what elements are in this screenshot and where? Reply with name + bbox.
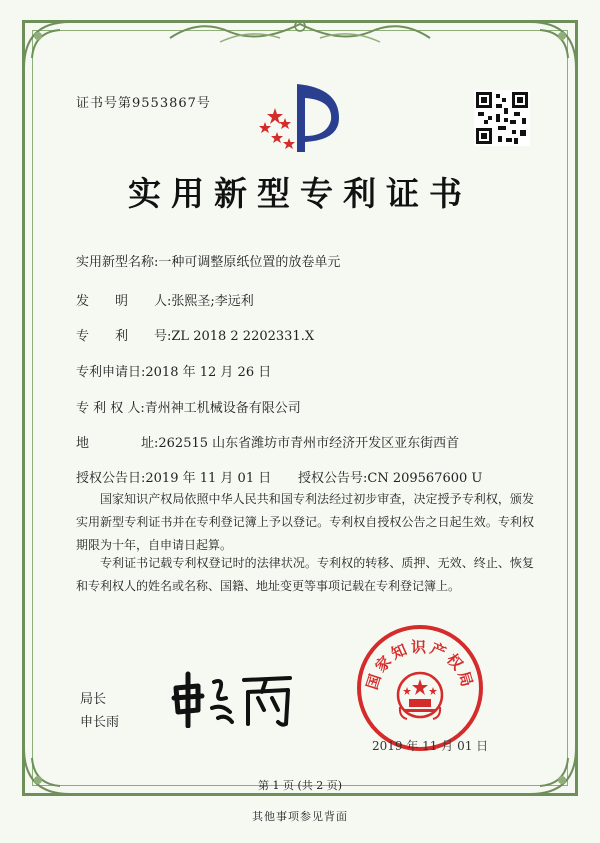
cnipa-logo-icon bbox=[255, 78, 345, 158]
utility-model-name-row bbox=[76, 251, 340, 270]
back-note: 其他事项参见背面 bbox=[252, 810, 348, 823]
patent-number-row bbox=[76, 325, 314, 344]
top-ornament bbox=[160, 14, 440, 48]
inventors-label: 发 明 人: bbox=[76, 294, 172, 309]
certificate-number: 证书号第9553867号 bbox=[76, 96, 211, 111]
handwritten-signature bbox=[168, 668, 298, 728]
grant-number-label: 授权公告号: bbox=[298, 471, 368, 486]
address-label: 地 址: bbox=[76, 436, 159, 451]
inventors-value: 张熙圣;李远利 bbox=[171, 294, 254, 309]
official-seal-icon bbox=[355, 623, 485, 753]
patent-number-label: 专 利 号: bbox=[76, 329, 172, 344]
grant-date-value: 2019 年 11 月 01 日 bbox=[145, 471, 272, 486]
corner-ornament-tl bbox=[20, 18, 80, 78]
grant-number-value: CN 209567600 U bbox=[367, 471, 483, 486]
director-name: 申长雨 bbox=[80, 715, 120, 730]
patentee-label: 专 利 权 人: bbox=[76, 401, 145, 416]
certificate-title: 实用新型专利证书 bbox=[128, 174, 472, 213]
svg-text:国家知识产权局: 国家知识产权局 bbox=[362, 638, 478, 692]
utility-model-name-value: 一种可调整原纸位置的放卷单元 bbox=[158, 255, 341, 270]
director-title: 局长 bbox=[80, 692, 107, 707]
grant-date-row bbox=[76, 467, 271, 486]
inventors-row bbox=[76, 290, 254, 309]
patentee-row bbox=[76, 397, 301, 416]
qr-code-icon bbox=[474, 90, 530, 146]
patentee-value: 青州神工机械设备有限公司 bbox=[144, 401, 301, 416]
seal-date: 2019 年 11 月 01 日 bbox=[372, 739, 489, 753]
grant-number-row bbox=[298, 467, 482, 486]
legal-status-paragraph: 专利证书记载专利权登记时的法律状况。专利权的转移、质押、无效、终止、恢复和专利权人的姓名或名称、国籍、地址变更等事项记载在专利登记簿上。 bbox=[76, 556, 534, 593]
address-row bbox=[76, 432, 459, 451]
address-value: 262515 山东省潍坊市青州市经济开发区亚东街西首 bbox=[158, 436, 460, 451]
grant-date-label: 授权公告日: bbox=[76, 471, 146, 486]
grant-statement-paragraph: 国家知识产权局依照中华人民共和国专利法经过初步审查，决定授予专利权，颁发实用新型专利证书并在专利登记簿上予以登记。专利权自授权公告之日起生效。专利权期限为十年，自申请日起算。 bbox=[76, 492, 534, 552]
patent-number-value: ZL 2018 2 2202331.X bbox=[171, 329, 315, 344]
filing-date-value: 2018 年 12 月 26 日 bbox=[145, 365, 272, 380]
page-number: 第 1 页 (共 2 页) bbox=[257, 779, 343, 792]
corner-ornament-tr bbox=[520, 18, 580, 78]
filing-date-label: 专利申请日: bbox=[76, 365, 146, 380]
filing-date-row bbox=[76, 361, 271, 380]
utility-model-name-label: 实用新型名称: bbox=[76, 255, 159, 270]
